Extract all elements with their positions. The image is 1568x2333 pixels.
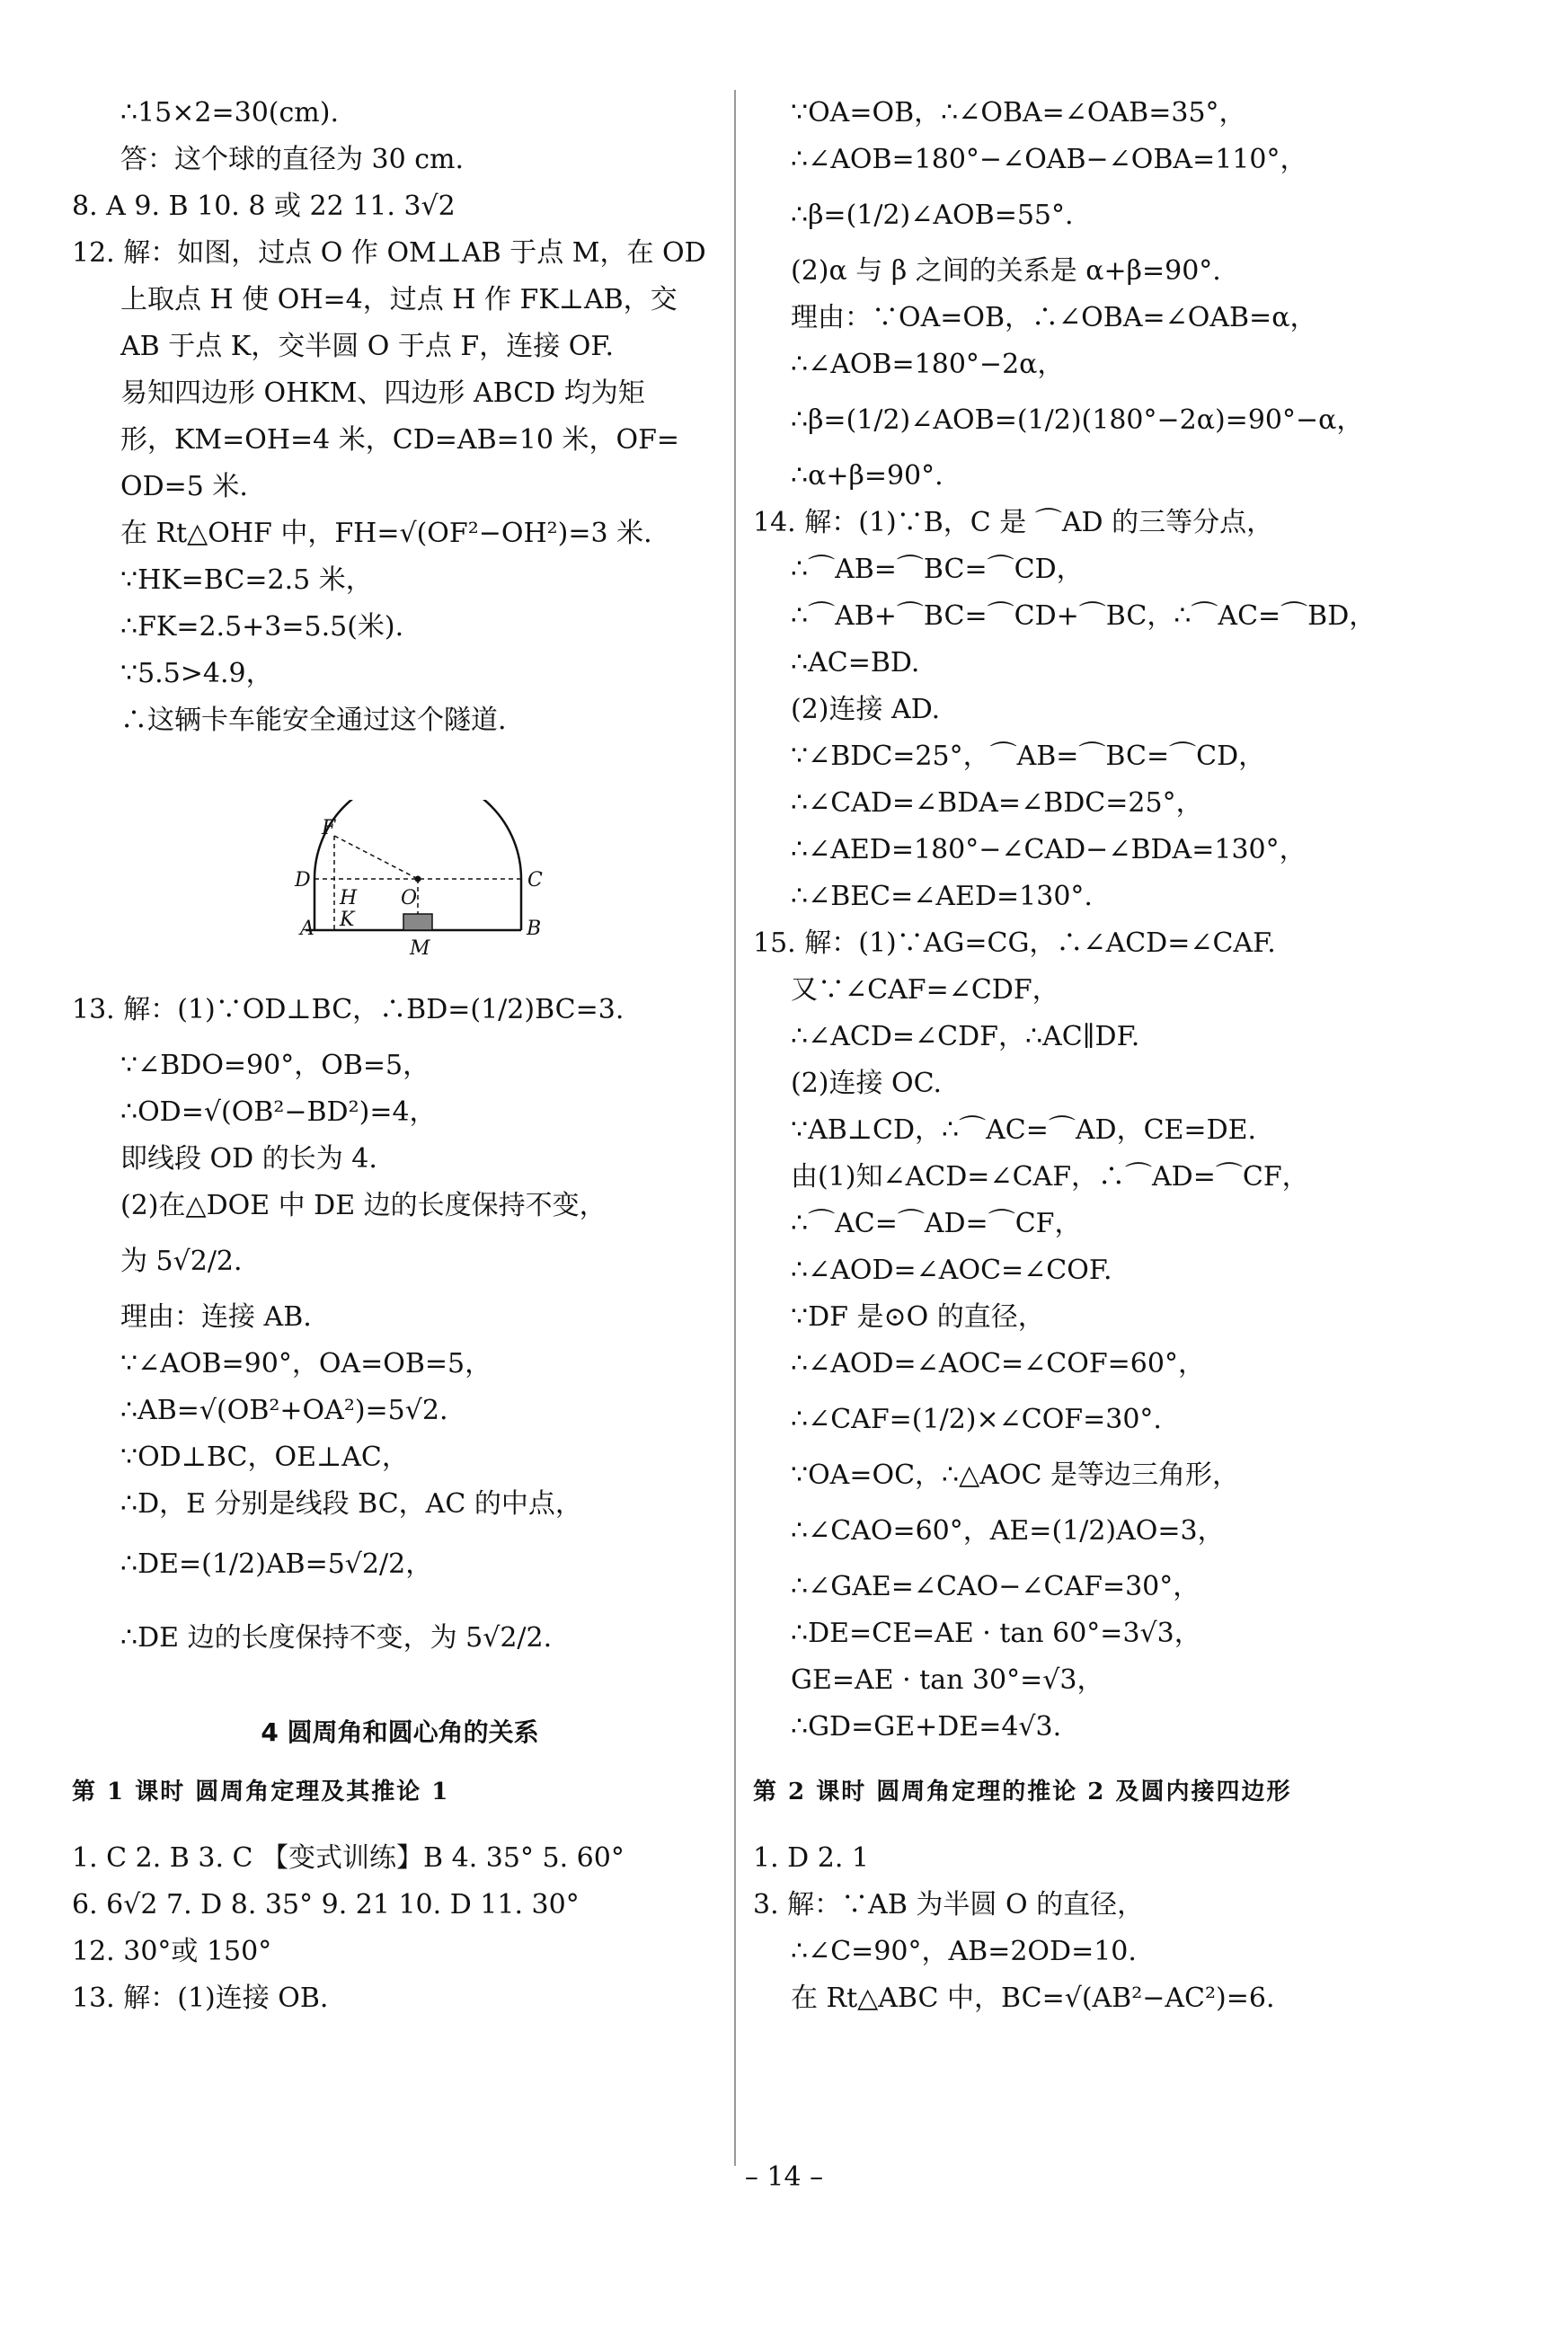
center-point: [415, 876, 421, 883]
text-line: 即线段 OD 的长为 4.: [120, 1143, 377, 1175]
text-line: ∵∠AOB=90°，OA=OB=5，: [120, 1348, 492, 1379]
text-line: (2)α 与 β 之间的关系是 α+β=90°.: [791, 255, 1221, 287]
text-line: ∴FK=2.5+3=5.5(米).: [120, 611, 404, 643]
text-line: 又∵∠CAF=∠CDF，: [791, 974, 1059, 1006]
text-line: ∴α+β=90°.: [791, 460, 943, 492]
text-line: ∴⌒AB=⌒BC=⌒CD，: [791, 554, 1084, 585]
text-line: ∵HK=BC=2.5 米，: [120, 564, 373, 596]
text-line: 答：这个球的直径为 30 cm.: [120, 144, 465, 175]
text-line: ∵∠BDC=25°，⌒AB=⌒BC=⌒CD，: [791, 741, 1266, 772]
text-line: ∴∠BEC=∠AED=130°.: [791, 881, 1093, 912]
label-O: O: [401, 887, 418, 909]
label-A: A: [300, 918, 314, 940]
of-dashed: [334, 836, 418, 879]
text-line: ∴∠AED=180°−∠CAD−∠BDA=130°，: [791, 834, 1307, 865]
text-line: ∴∠CAO=60°，AE=(1/2)AO=3，: [791, 1515, 1225, 1547]
text-line: ∵5.5>4.9，: [120, 658, 273, 689]
label-D: D: [295, 869, 311, 892]
text-line: ∵OD⊥BC，OE⊥AC，: [120, 1441, 409, 1473]
text-line: ∴AC=BD.: [791, 647, 920, 679]
text-line: ∵OA=OC，∴△AOC 是等边三角形，: [791, 1459, 1239, 1491]
text-line: ∴OD=√(OB²−BD²)=4，: [120, 1096, 437, 1128]
left-column: [72, 90, 728, 2022]
text-line: ∴∠AOB=180°−2α，: [791, 349, 1065, 380]
column-divider: [734, 90, 736, 2166]
label-F: F: [322, 817, 336, 839]
text-line: (2)在△DOE 中 DE 边的长度保持不变，: [120, 1190, 607, 1221]
truck-box: [403, 914, 432, 930]
text-line: ∴DE=(1/2)AB=5√2/2，: [120, 1548, 433, 1580]
question-14-line: 14. 解：(1)∵B，C 是 ⌒AD 的三等分点，: [753, 507, 1274, 538]
label-C: C: [527, 869, 543, 892]
text-line: ∵OA=OB，∴∠OBA=∠OAB=35°，: [791, 97, 1246, 129]
label-B: B: [527, 918, 542, 940]
text-line: ∴DE 边的长度保持不变，为 5√2/2.: [120, 1622, 553, 1654]
answer-line: 3. 解：∵AB 为半圆 O 的直径，: [753, 1889, 1145, 1921]
text-line: 在 Rt△OHF 中，FH=√(OF²−OH²)=3 米.: [120, 518, 652, 549]
text-line: ∴β=(1/2)∠AOB=55°.: [791, 200, 1074, 231]
section-title: 4 圆周角和圆心角的关系: [261, 1717, 539, 1747]
answer-line: 8. A 9. B 10. 8 或 22 11. 3√2: [72, 191, 456, 222]
right-column: [753, 90, 1490, 2022]
text-line: (2)连接 AD.: [791, 694, 941, 725]
text-line: ∵AB⊥CD，∴⌒AC=⌒AD，CE=DE.: [791, 1114, 1257, 1146]
text-line: ∴AB=√(OB²+OA²)=5√2.: [120, 1395, 448, 1426]
text-line: ∴∠CAF=(1/2)×∠COF=30°.: [791, 1404, 1162, 1435]
text-line: 理由：连接 AB.: [120, 1301, 312, 1333]
text-line: 上取点 H 使 OH=4，过点 H 作 FK⊥AB，交: [120, 284, 678, 315]
text-line: ∴⌒AC=⌒AD=⌒CF，: [791, 1208, 1082, 1239]
text-line: 易知四边形 OHKM、四边形 ABCD 均为矩: [120, 377, 645, 409]
answer-line: 13. 解：(1)连接 OB.: [72, 1983, 329, 2014]
text-line: ∴GD=GE+DE=4√3.: [791, 1711, 1062, 1743]
question-15-line: 15. 解：(1)∵AG=CG，∴∠ACD=∠CAF.: [753, 927, 1276, 959]
text-line: ∴这辆卡车能安全通过这个隧道.: [120, 705, 507, 736]
text-line: ∴∠ACD=∠CDF，∴AC∥DF.: [791, 1021, 1140, 1052]
text-line: 理由：∵OA=OB，∴∠OBA=∠OAB=α，: [791, 302, 1317, 333]
text-line: GE=AE · tan 30°=√3，: [791, 1664, 1104, 1696]
answer-line: 1. D 2. 1: [753, 1842, 869, 1874]
label-M: M: [410, 937, 430, 960]
text-line: ∴∠AOB=180°−∠OAB−∠OBA=110°，: [791, 144, 1307, 175]
text-line: ∴D，E 分别是线段 BC，AC 的中点，: [120, 1488, 582, 1520]
text-line: 由(1)知∠ACD=∠CAF，∴⌒AD=⌒CF，: [791, 1161, 1309, 1193]
text-line: 形，KM=OH=4 米，CD=AB=10 米，OF=: [120, 424, 680, 456]
label-K: K: [340, 909, 355, 931]
text-line: ∴∠GAE=∠CAO−∠CAF=30°，: [791, 1571, 1200, 1602]
text-line: ∴⌒AB+⌒BC=⌒CD+⌒BC，∴⌒AC=⌒BD，: [791, 600, 1377, 632]
lesson-title: 第 1 课时 圆周角定理及其推论 1: [72, 1779, 450, 1805]
text-line: (2)连接 OC.: [791, 1068, 943, 1099]
text-line: AB 于点 K，交半圆 O 于点 F，连接 OF.: [120, 331, 615, 362]
page-number: – 14 –: [744, 2161, 824, 2193]
text-line: ∴∠AOD=∠AOC=∠COF=60°，: [791, 1348, 1205, 1379]
text-line: ∴15×2=30(cm).: [120, 97, 339, 129]
question-13-line: 13. 解：(1)∵OD⊥BC，∴BD=(1/2)BC=3.: [72, 994, 625, 1025]
text-line: ∴∠C=90°，AB=2OD=10.: [791, 1936, 1137, 1967]
label-H: H: [340, 887, 358, 909]
answer-line: 6. 6√2 7. D 8. 35° 9. 21 10. D 11. 30°: [72, 1889, 580, 1921]
text-line: ∴∠CAD=∠BDA=∠BDC=25°，: [791, 787, 1203, 819]
text-line: ∴DE=CE=AE · tan 60°=3√3，: [791, 1618, 1201, 1649]
semicircle-arc: [314, 800, 521, 879]
lesson-title: 第 2 课时 圆周角定理的推论 2 及圆内接四边形: [753, 1779, 1292, 1805]
question-12-line: 12. 解：如图，过点 O 作 OM⊥AB 于点 M，在 OD: [72, 237, 706, 269]
answer-line: 1. C 2. B 3. C 【变式训练】B 4. 35° 5. 60°: [72, 1842, 625, 1874]
text-line: ∴∠AOD=∠AOC=∠COF.: [791, 1255, 1112, 1286]
text-line: ∵DF 是⊙O 的直径，: [791, 1301, 1045, 1333]
text-line: 在 Rt△ABC 中，BC=√(AB²−AC²)=6.: [791, 1983, 1275, 2014]
answer-line: 12. 30°或 150°: [72, 1936, 272, 1967]
text-line: ∵∠BDO=90°，OB=5，: [120, 1050, 430, 1081]
text-line: 为 5√2/2.: [120, 1246, 243, 1277]
text-line: OD=5 米.: [120, 471, 248, 502]
tunnel-diagram: [225, 800, 584, 971]
text-line: ∴β=(1/2)∠AOB=(1/2)(180°−2α)=90°−α，: [791, 404, 1364, 436]
